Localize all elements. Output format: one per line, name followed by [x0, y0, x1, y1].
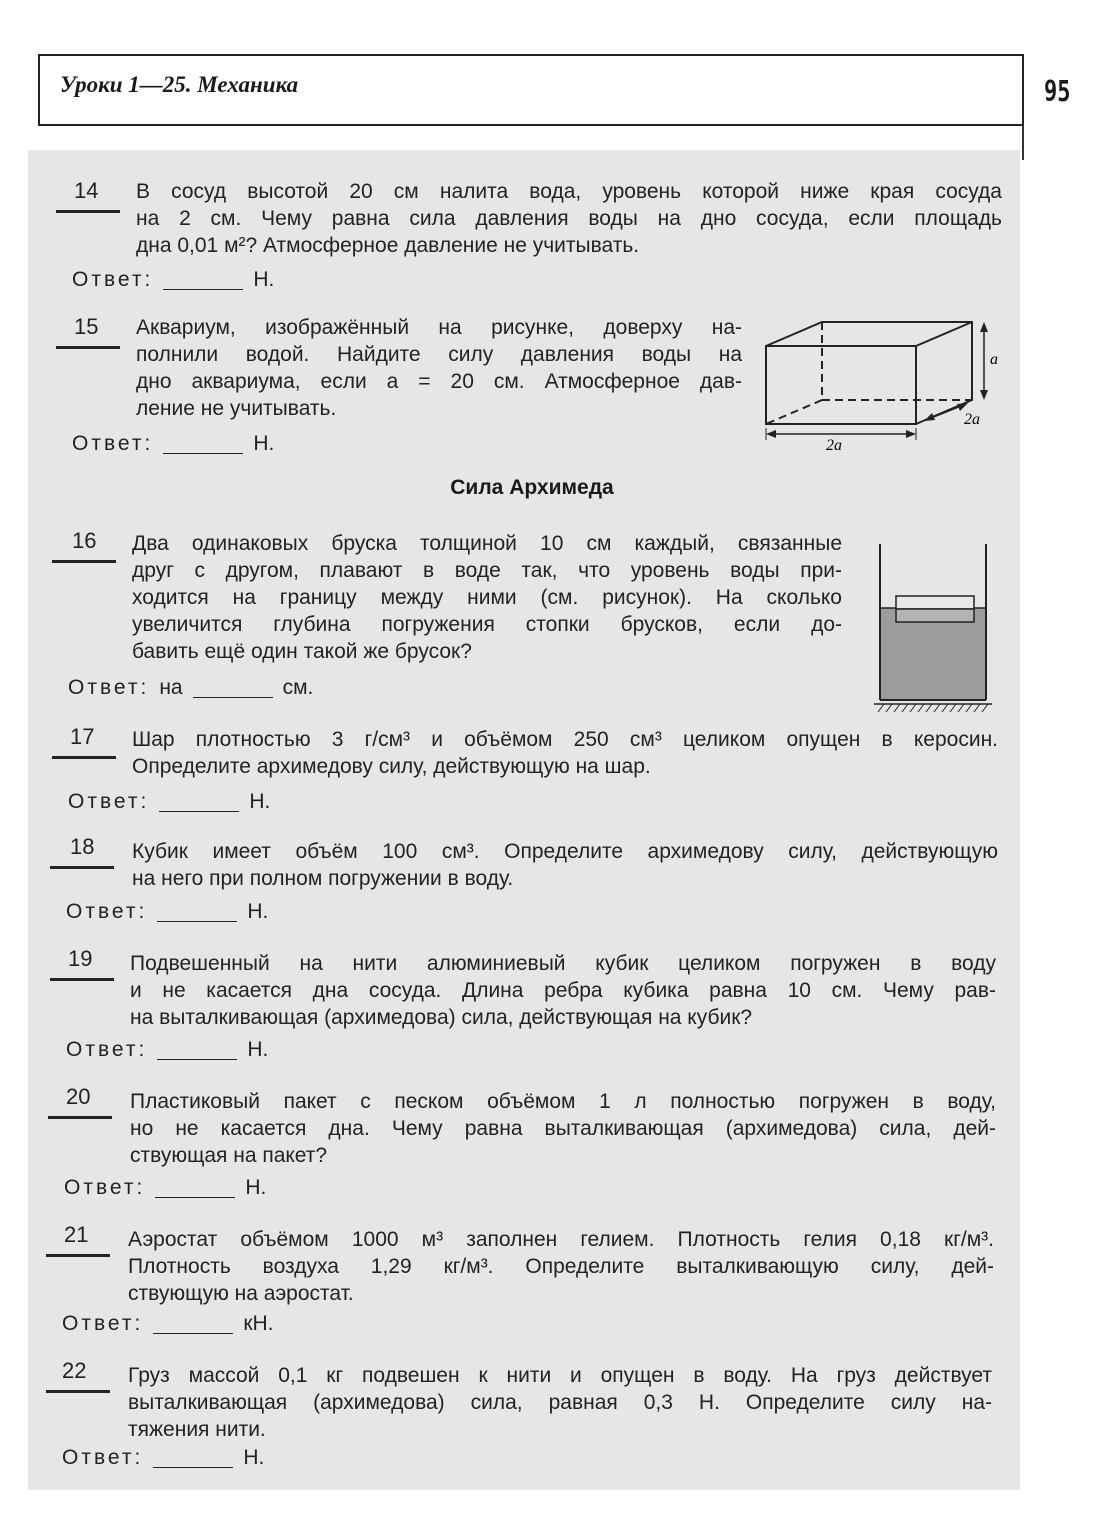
task-number: 19	[68, 946, 93, 971]
task-marker-line	[50, 978, 114, 981]
answer-row	[62, 1446, 264, 1471]
task-text	[128, 1226, 994, 1307]
aquarium-figure	[756, 316, 1006, 456]
answer-unit: Н.	[253, 432, 275, 455]
task-text-line: полнили водой. Найдите силу давления воды на	[136, 343, 742, 366]
answer-unit: кН.	[243, 1312, 274, 1335]
task-text-line: Пластиковый пакет с песком объёмом 1 л полностью погружен в воду,	[130, 1090, 996, 1113]
task-text-line: увеличится глубина погружения стопки брусков, если до-	[132, 613, 842, 636]
label-2a-depth: 2a	[964, 411, 980, 428]
answer-row	[62, 1312, 274, 1337]
frame-line	[1022, 126, 1024, 160]
task-text-line: ствующую на аэростат.	[128, 1282, 354, 1305]
answer-label: Ответ:	[62, 1446, 144, 1469]
answer-row	[66, 900, 268, 925]
task-text-line: друг с другом, плавают в воде так, что уровень воды при-	[132, 559, 842, 582]
task-number: 22	[62, 1358, 87, 1383]
answer-unit: Н.	[247, 1038, 269, 1061]
answer-label: Ответ:	[68, 790, 150, 813]
task-text-line: тяжения нити.	[128, 1418, 266, 1441]
task-number: 18	[70, 834, 95, 859]
answer-label: Ответ:	[64, 1176, 146, 1199]
task-text-line: дна 0,01 м²? Атмосферное давление не учитывать.	[136, 234, 640, 257]
task-text-line: дно аквариума, если a = 20 см. Атмосферное дав-	[136, 370, 742, 393]
task-text-line: но не касается дна. Чему равна выталкивающая (архимедова) сила, дей-	[130, 1117, 996, 1140]
task-text	[130, 950, 996, 1031]
task-text-line: Груз массой 0,1 кг подвешен к нити и опущен в воду. На груз действует	[128, 1364, 992, 1387]
answer-row	[68, 676, 313, 701]
answer-label: Ответ:	[72, 432, 154, 455]
task-marker-line	[46, 1254, 110, 1257]
task-text-line: ствующая на пакет?	[130, 1144, 328, 1167]
task-text-line: Аэростат объёмом 1000 м³ заполнен гелием. Плотность гелия 0,18 кг/м³.	[128, 1228, 994, 1251]
answer-label: Ответ:	[72, 268, 154, 291]
answer-label: Ответ:	[66, 900, 148, 923]
task-text-line: В сосуд высотой 20 см налита вода, уровень которой ниже края сосуда	[136, 180, 1002, 203]
section-title: Сила Архимеда	[450, 476, 614, 499]
answer-prefix: на	[159, 676, 183, 699]
answer-label: Ответ:	[66, 1038, 148, 1061]
answer-blank[interactable]	[153, 1309, 233, 1334]
answer-unit: Н.	[253, 268, 275, 291]
task-text-line: и не касается дна сосуда. Длина ребра кубика равна 10 см. Чему рав-	[130, 979, 996, 1002]
task-text-line: Шар плотностью 3 г/см³ и объёмом 250 см³ целиком опущен в керосин.	[132, 728, 998, 751]
task-text-line: на него при полном погружении в воду.	[132, 867, 514, 890]
task-text-line: выталкивающая (архимедова) сила, равная 0,3 Н. Определите силу на-	[128, 1391, 992, 1414]
task-text-line: бавить ещё один такой же брусок?	[132, 640, 472, 663]
answer-unit: Н.	[249, 790, 271, 813]
task-text	[132, 838, 998, 892]
task-marker-line	[52, 560, 116, 563]
task-text-line: Кубик имеет объём 100 см³. Определите архимедову силу, действующую	[132, 840, 998, 863]
answer-blank[interactable]	[155, 1173, 235, 1198]
task-text-line: Определите архимедову силу, действующую на шар.	[132, 755, 651, 778]
task-number: 17	[70, 724, 95, 749]
task-marker-line	[50, 866, 114, 869]
answer-row	[68, 790, 270, 815]
answer-unit: Н.	[243, 1446, 265, 1469]
task-marker-line	[46, 1390, 110, 1393]
task-text-line: Аквариум, изображённый на рисунке, доверху на-	[136, 316, 742, 339]
answer-row	[66, 1038, 268, 1063]
task-text	[132, 726, 998, 780]
floating-blocks-figure	[872, 538, 1002, 718]
task-text	[130, 1088, 996, 1169]
answer-blank[interactable]	[163, 429, 243, 454]
answer-unit: Н.	[247, 900, 269, 923]
answer-blank[interactable]	[153, 1443, 233, 1468]
answer-unit: см.	[282, 676, 314, 699]
chapter-title: Уроки 1—25. Механика	[60, 72, 299, 97]
task-text	[136, 178, 1002, 259]
task-text	[132, 530, 842, 665]
task-marker-line	[56, 346, 120, 349]
task-number: 15	[74, 314, 99, 339]
answer-blank[interactable]	[193, 673, 273, 698]
answer-row	[72, 432, 274, 457]
task-number: 16	[72, 528, 97, 553]
task-text-line: Подвешенный на нити алюминиевый кубик целиком погружен в воду	[130, 952, 996, 975]
answer-label: Ответ:	[62, 1312, 144, 1335]
answer-row	[64, 1176, 266, 1201]
task-text-line: ходится на границу между ними (см. рисунок). На сколько	[132, 586, 842, 609]
answer-blank[interactable]	[157, 897, 237, 922]
task-text-line: Плотность воздуха 1,29 кг/м³. Определите выталкивающую силу, дей-	[128, 1255, 994, 1278]
task-marker-line	[56, 210, 120, 213]
task-marker-line	[52, 756, 116, 759]
task-text-line: на 2 см. Чему равна сила давления воды на дно сосуда, если площадь	[136, 207, 1002, 230]
answer-blank[interactable]	[159, 787, 239, 812]
answer-blank[interactable]	[163, 265, 243, 290]
task-text-line: Два одинаковых бруска толщиной 10 см каждый, связанные	[132, 532, 842, 555]
task-marker-line	[48, 1116, 112, 1119]
task-number: 20	[66, 1084, 91, 1109]
task-text-line: ление не учитывать.	[136, 397, 337, 420]
answer-label: Ответ:	[68, 676, 150, 699]
task-text	[136, 314, 742, 422]
label-2a-width: 2a	[826, 437, 842, 454]
answer-blank[interactable]	[157, 1035, 237, 1060]
task-number: 14	[74, 178, 99, 203]
label-a: a	[990, 351, 998, 368]
task-text-line: на выталкивающая (архимедова) сила, действующая на кубик?	[130, 1006, 753, 1029]
answer-unit: Н.	[245, 1176, 267, 1199]
page-number: 95	[1044, 76, 1071, 109]
answer-row	[72, 268, 274, 293]
task-number: 21	[64, 1222, 89, 1247]
task-text	[128, 1362, 992, 1443]
